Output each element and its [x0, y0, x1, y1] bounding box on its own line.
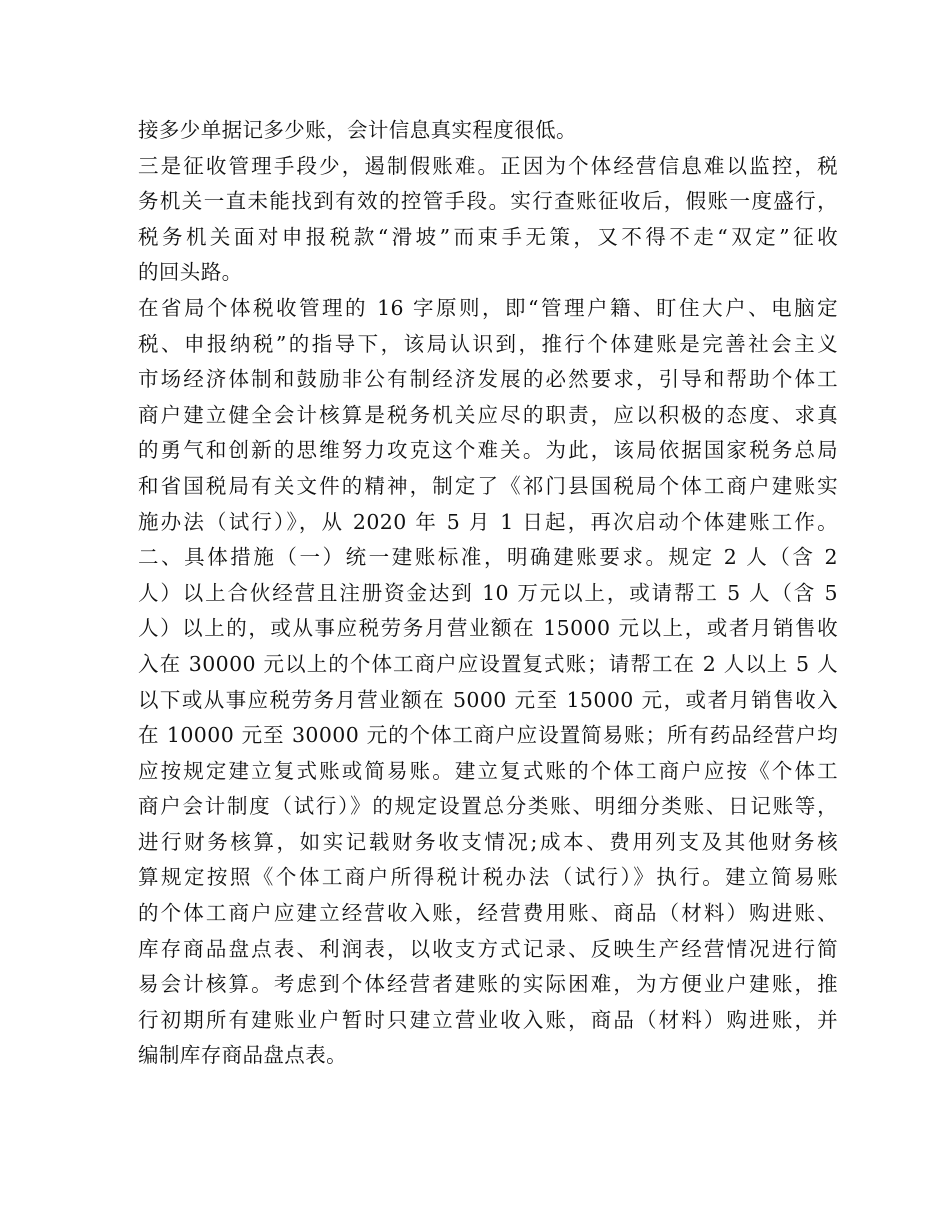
- text-line: 接多少单据记多少账，会计信息真实程度很低。: [138, 118, 577, 142]
- text-line: 库存商品盘点表、利润表，以收支方式记录、反映生产经营情况进行简: [138, 936, 838, 961]
- text-line: 税、申报纳税”的指导下，该局认识到，推行个体建账是完善社会主义: [138, 331, 838, 356]
- text-line: 算规定按照《个体工商户所得税计税办法（试行）》执行。建立简易账: [138, 865, 838, 890]
- text-line: 和省国税局有关文件的精神，制定了《祁门县国税局个体工商户建账实: [138, 473, 838, 498]
- text-line: 市场经济体制和鼓励非公有制经济发展的必然要求，引导和帮助个体工: [138, 367, 838, 392]
- text-line: 二、具体措施（一）统一建账标准，明确建账要求。规定 2 人（含 2: [138, 545, 838, 570]
- text-line: 入在 30000 元以上的个体工商户应设置复式账；请帮工在 2 人以上 5 人: [138, 651, 838, 676]
- text-line: 务机关一直未能找到有效的控管手段。实行查账征收后，假账一度盛行，: [138, 189, 838, 214]
- text-line: 施办法（试行）》，从 2020 年 5 月 1 日起，再次启动个体建账工作。: [138, 509, 838, 534]
- text-line: 的个体工商户应建立经营收入账，经营费用账、商品（材料）购进账、: [138, 901, 838, 926]
- text-line: 税务机关面对申报税款“滑坡”而束手无策，又不得不走“双定”征收: [138, 224, 838, 249]
- text-line: 商户会计制度（试行）》的规定设置总分类账、明细分类账、日记账等，: [138, 794, 838, 819]
- text-line: 在省局个体税收管理的 16 字原则，即“管理户籍、盯住大户、电脑定: [138, 295, 838, 320]
- text-line: 的勇气和创新的思维努力攻克这个难关。为此，该局依据国家税务总局: [138, 438, 838, 463]
- text-line: 三是征收管理手段少，遏制假账难。正因为个体经营信息难以监控，税: [138, 153, 838, 178]
- text-line: 行初期所有建账业户暂时只建立营业收入账，商品（材料）购进账，并: [138, 1007, 838, 1032]
- text-line: 以下或从事应税劳务月营业额在 5000 元至 15000 元，或者月销售收入: [138, 687, 838, 712]
- text-line: 的回头路。: [138, 260, 243, 285]
- text-line: 商户建立健全会计核算是税务机关应尽的职责，应以积极的态度、求真: [138, 402, 838, 427]
- text-line: 在 10000 元至 30000 元的个体工商户应设置简易账；所有药品经营户均: [138, 723, 838, 748]
- document-body: [138, 113, 838, 1074]
- text-line: 编制库存商品盘点表。: [138, 1043, 347, 1068]
- text-line: 易会计核算。考虑到个体经营者建账的实际困难，为方便业户建账，推: [138, 972, 838, 997]
- text-line: 应按规定建立复式账或简易账。建立复式账的个体工商户应按《个体工: [138, 758, 838, 783]
- text-line: 人）以上合伙经营且注册资金达到 10 万元以上，或请帮工 5 人（含 5: [138, 580, 838, 605]
- text-line: 进行财务核算，如实记载财务收支情况;成本、费用列支及其他财务核: [138, 829, 838, 854]
- text-line: 人）以上的，或从事应税劳务月营业额在 15000 元以上，或者月销售收: [138, 616, 838, 641]
